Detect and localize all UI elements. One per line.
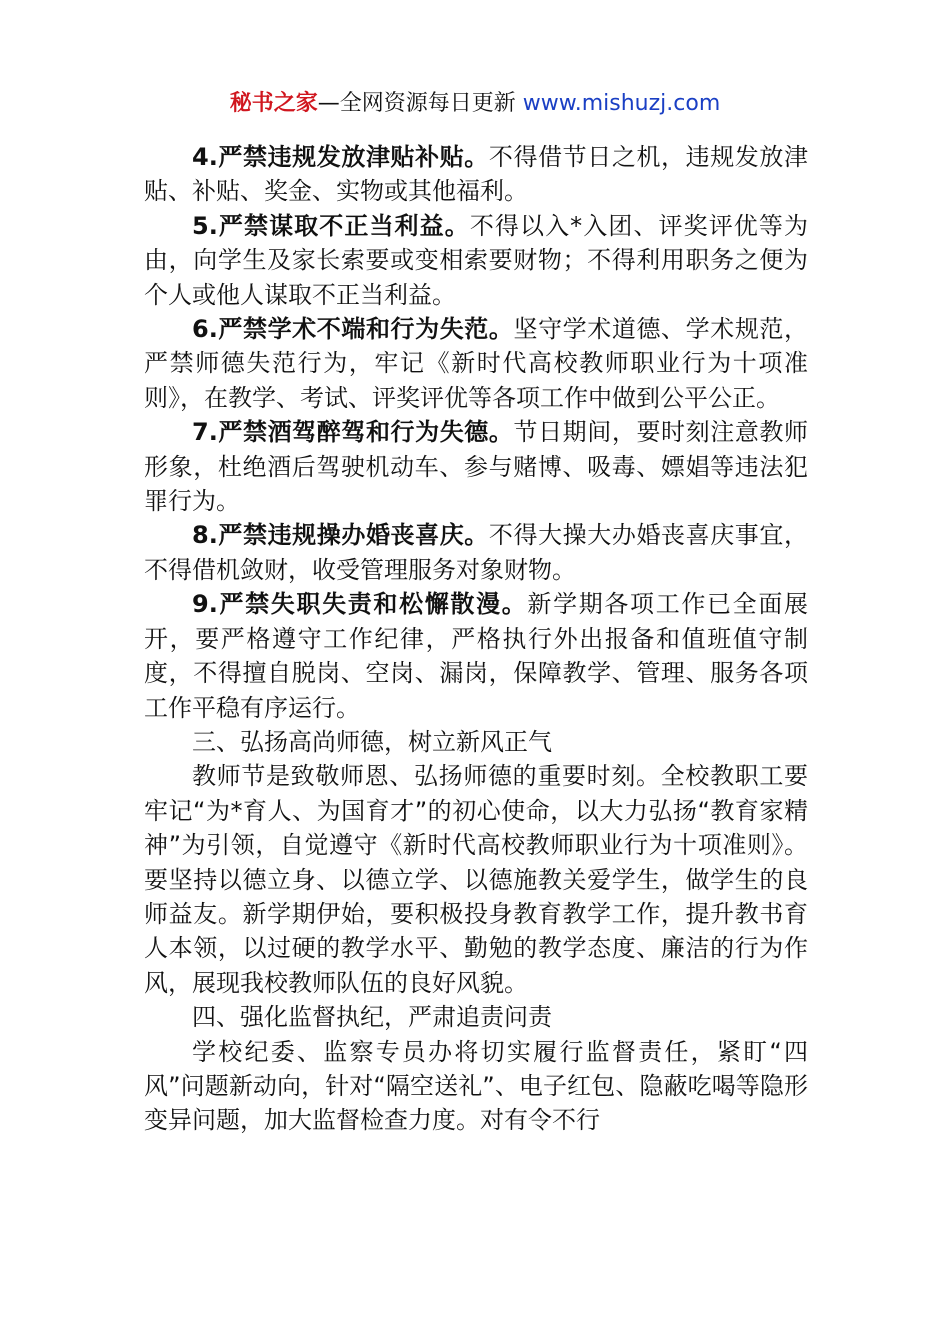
paragraph-rule-8 (144, 518, 808, 587)
paragraph-section-3 (144, 759, 808, 1000)
paragraph-rule-7 (144, 415, 808, 518)
rule-8-text: 不得大操大办婚丧喜庆事宜，不得借机敛财，收受管理服务对象财物。 (144, 521, 808, 584)
rule-4-heading: 4.严禁违规发放津贴补贴。 (192, 143, 489, 171)
rule-7-heading: 7.严禁酒驾醉驾和行为失德。 (192, 418, 514, 447)
section-heading-3 (144, 725, 808, 759)
rule-5-heading: 5.严禁谋取不正当利益。 (192, 211, 470, 240)
rule-6-text: 坚守学术道德、学术规范，严禁师德失范行为，牢记《新时代高校教师职业行为十项准则》，在教学、考试、评奖评优等各项工作中做到公平公正。 (144, 315, 808, 412)
paragraph-section-4 (144, 1035, 808, 1138)
rule-7-text: 节日期间，要时刻注意教师形象，杜绝酒后驾驶机动车、参与赌博、吸毒、嫖娼等违法犯罪行为。 (144, 418, 808, 516)
section-3-text: 教师节是致敬师恩、弘扬师德的重要时刻。全校教职工要牢记“为*育人、为国育才”的初心使命，以大力弘扬“教育家精神”为引领，自觉遵守《新时代高校教师职业行为十项准则》。要坚持以德立身、以德立学、以德施教关爱学生，做学生的良师益友。新学期伊始，要积极投身教育教学工作，提升教书育人本领，以过硬的教学水平、勤勉的教学态度、廉洁的行为作风，展现我校教师队伍的良好风貌。 (144, 762, 808, 997)
rule-9-text: 新学期各项工作已全面展开，要严格遵守工作纪律，严格执行外出报备和值班值守制度，不得擅自脱岗、空岗、漏岗，保障教学、管理、服务各项工作平稳有序运行。 (144, 590, 809, 722)
paragraph-rule-9 (144, 587, 808, 725)
document-body (144, 140, 808, 1138)
section-4-text: 学校纪委、监察专员办将切实履行监督责任，紧盯“四风”问题新动向，针对“隔空送礼”、电子红包、隐蔽吃喝等隐形变异问题，加大监督检查力度。对有令不行 (144, 1037, 808, 1135)
paragraph-rule-6 (144, 312, 808, 415)
section-heading-4 (144, 1000, 808, 1034)
site-header (0, 86, 950, 122)
rule-9-heading: 9.严禁失职失责和松懈散漫。 (192, 590, 528, 619)
rule-5-text: 不得以入*入团、评奖评优等为由，向学生及家长索要或变相索要财物；不得利用职务之便为个人或他人谋取不正当利益。 (144, 211, 808, 309)
paragraph-rule-4 (144, 140, 808, 209)
section-3-title: 三、弘扬高尚师德，树立新风正气 (192, 727, 552, 756)
site-tagline: —全网资源每日更新 (317, 91, 523, 116)
section-4-title: 四、强化监督执纪，严肃追责问责 (192, 1003, 552, 1032)
paragraph-rule-5 (144, 209, 808, 312)
site-url-link[interactable]: www.mishuzj.com (522, 91, 721, 116)
rule-8-heading: 8.严禁违规操办婚丧喜庆。 (192, 521, 489, 550)
rule-4-text: 不得借节日之机，违规发放津贴、补贴、奖金、实物或其他福利。 (144, 143, 808, 206)
rule-6-heading: 6.严禁学术不端和行为失范。 (192, 315, 514, 344)
site-brand: 秘书之家 (229, 91, 318, 116)
